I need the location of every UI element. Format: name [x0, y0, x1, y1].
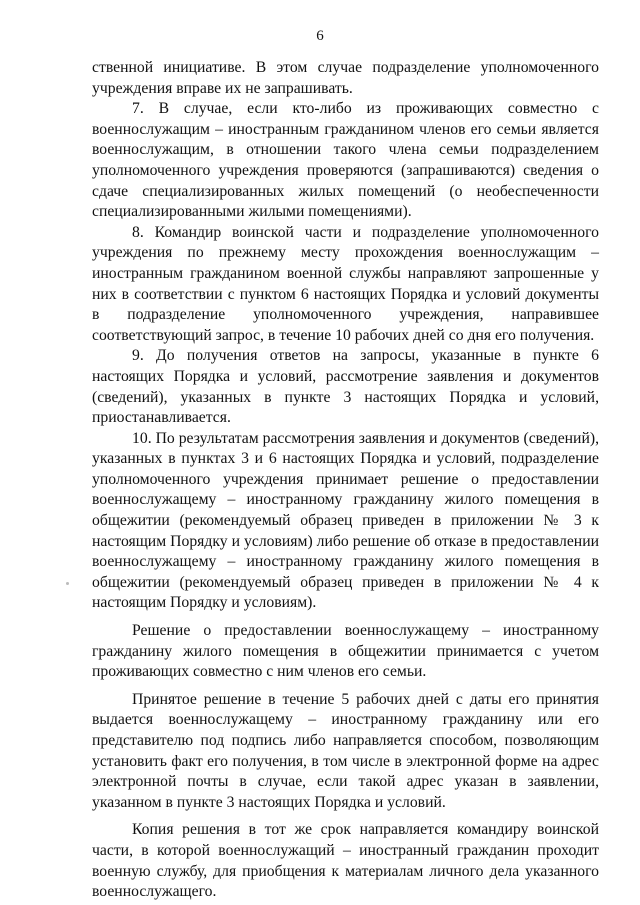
paragraph-decision-copy: Копия решения в тот же срок направляется командиру воинской части, в которой военнослужащий – иностранный гражданин проходит военную службу, для приобщения к материалам личного дела указанного военнослужащего.	[92, 821, 599, 901]
paragraph-continuation: ственной инициативе. В этом случае подразделение уполномоченного учреждения вправе их не запрашивать.	[92, 59, 599, 97]
paragraph-item-8: 8. Командир воинской части и подразделение уполномоченного учреждения по прежнему месту прохождения военнослужащим – иностранным гражданином военной службы направляют запрошенные у них в соответствии с пунктом 6 настоящих Порядка и условий документы в подразделение уполномоченного учреждения, направившее соответствующий запрос, в течение 10 рабочих дней со дня его получения.	[92, 223, 599, 344]
body-text	[92, 58, 599, 903]
scan-speck	[66, 582, 69, 585]
paragraph-decision-family: Решение о предоставлении военнослужащему – иностранному гражданину жилого помещения в общежитии принимается с учетом проживающих совместно с ним членов его семьи.	[92, 622, 599, 681]
page-number: 6	[316, 28, 324, 44]
paragraph-decision-delivery: Принятое решение в течение 5 рабочих дней с даты его принятия выдается военнослужащему – иностранному гражданину или его представителю под подпись либо направляется способом, позволяющим установить факт его получения, в том числе в электронной форме на адрес электронной почты в случае, если такой адрес указан в заявлении, указанном в пункте 3 настоящих Порядка и условий.	[92, 690, 599, 811]
paragraph-item-9: 9. До получения ответов на запросы, указанные в пункте 6 настоящих Порядка и условий, рассмотрение заявления и документов (сведений), указанных в пункте 3 настоящих Порядка и условий, приостанавливается.	[92, 347, 599, 427]
paragraph-item-10: 10. По результатам рассмотрения заявления и документов (сведений), указанных в пунктах 3 и 6 настоящих Порядка и условий, подразделение уполномоченного учреждения принимает решение о предоставлении военнослужащему – иностранному гражданину жилого помещения в общежитии (рекомендуемый образец приведен в приложении № 3 к настоящим Порядку и условиям) либо решение об отказе в предоставлении военнослужащему – иностранному гражданину жилого помещения в общежитии (рекомендуемый образец приведен в приложении № 4 к настоящим Порядку и условиям).	[92, 429, 599, 612]
paragraph-item-7: 7. В случае, если кто-либо из проживающих совместно с военнослужащим – иностранным гражданином членов его семьи является военнослужащим, в отношении такого члена семьи подразделением уполномоченного учреждения проверяются (запрашиваются) сведения о сдаче специализированных жилых помещений (о необеспеченности специализированными жилыми помещениями).	[92, 100, 599, 221]
